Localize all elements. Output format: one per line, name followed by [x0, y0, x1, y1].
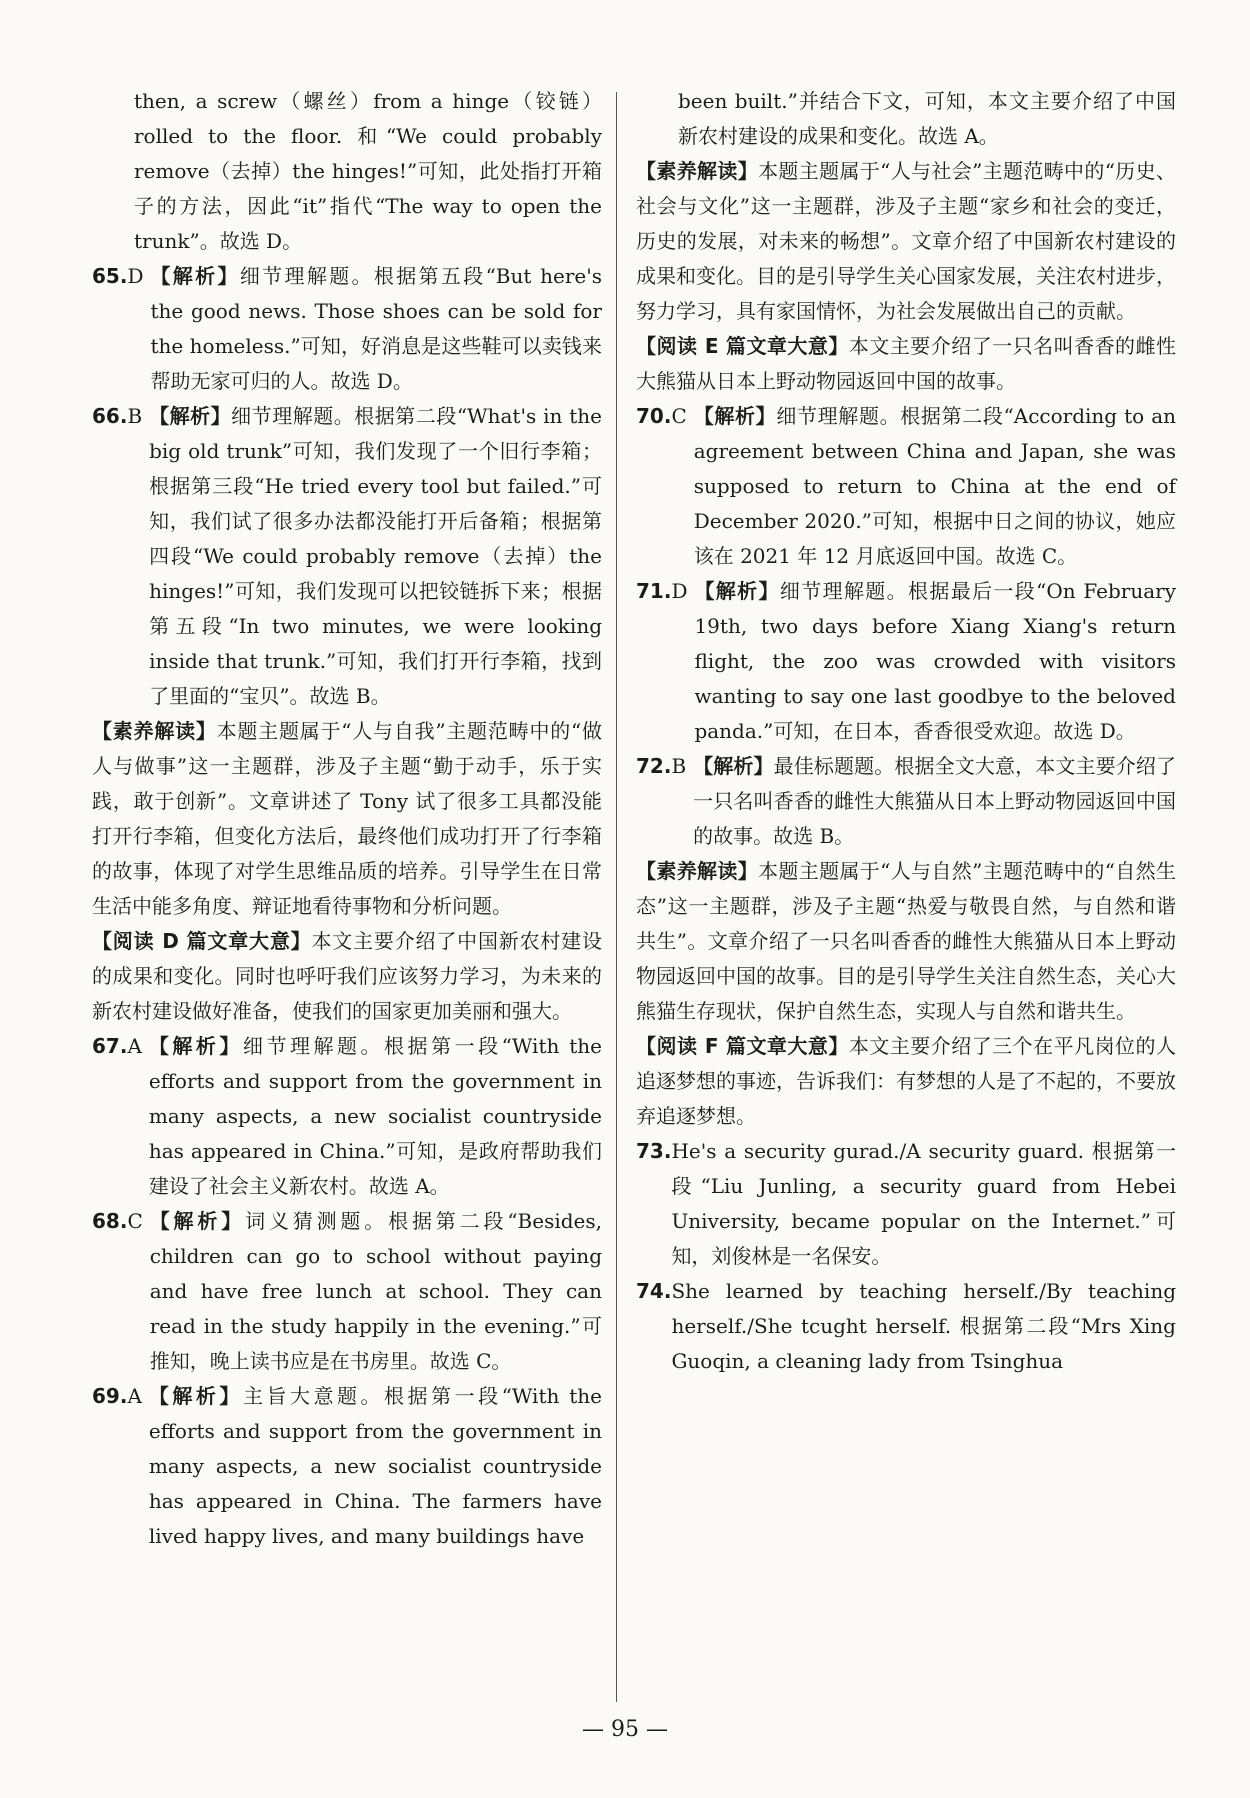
- right-column: [636, 84, 1176, 1379]
- answer-72: [636, 749, 1176, 854]
- answer-66: [92, 399, 602, 714]
- answer-text: 细节理解题。根据第二段“What's in the big old trunk”可知，我们发现了一个旧行李箱；根据第三段“He tried every tool but failed.”可知，我们试了很多办法都没能打开后备箱；根据第四段“We could probably remove（去掉）the hinges!”可知，我们发现可以把铰链拆下来；根据第五段“In two minutes, we were looking inside that trunk.”可知，我们打开行李箱，找到了里面的“宝贝”。故选 B。: [149, 404, 602, 708]
- literacy-text: 本题主题属于“人与社会”主题范畴中的“历史、社会与文化”这一主题群，涉及子主题“家乡和社会的变迁，历史的发展，对未来的畅想”。文章介绍了中国新农村建设的成果和变化。目的是引导学生关心国家发展，关注农村进步，努力学习，具有家国情怀，为社会发展做出自己的贡献。: [636, 159, 1176, 323]
- question-number: 71.: [636, 579, 672, 603]
- reading-d-text: 本文主要介绍了中国新农村建设的成果和变化。同时也呼吁我们应该努力学习，为未来的新农村建设做好准备，使我们的国家更加美丽和强大。: [92, 929, 602, 1023]
- answer-option: D: [671, 579, 688, 603]
- answer-68: [92, 1204, 602, 1379]
- answer-option: C: [671, 404, 687, 428]
- answer-option: C: [127, 1209, 143, 1233]
- answer-text: 主旨大意题。根据第一段“With the efforts and support from the government in many aspects, a new socialist countryside has appeared in China. The farmers have lived happy lives, and many buildings have: [148, 1384, 603, 1548]
- answer-67: [92, 1029, 602, 1204]
- analysis-tag: 【解析】: [149, 404, 232, 428]
- answer-71: [636, 574, 1176, 749]
- reading-e-summary: [636, 329, 1176, 399]
- analysis-tag: 【解析】: [693, 754, 774, 778]
- literacy-tag: 【素养解读】: [636, 159, 759, 183]
- analysis-tag: 【解析】: [694, 579, 780, 603]
- reading-d-tag: 【阅读 D 篇文章大意】: [92, 929, 312, 953]
- reading-e-text: 本文主要介绍了一只名叫香香的雌性大熊猫从日本上野动物园返回中国的故事。: [636, 334, 1177, 393]
- answer-text: 词义猜测题。根据第二段“Besides, children can go to school without paying and have free lunch at school. They can read in the study happily in the evening.”可推知，晚上读书应是在书房里。故选 C。: [149, 1209, 602, 1373]
- answer-69-continued: been built.”并结合下文，可知，本文主要介绍了中国新农村建设的成果和变化。故选 A。: [678, 89, 1176, 148]
- literacy-text: 本题主题属于“人与自然”主题范畴中的“自然生态”这一主题群，涉及子主题“热爱与敬畏自然，与自然和谐共生”。文章介绍了一只名叫香香的雌性大熊猫从日本上野动物园返回中国的故事。目的是引导学生关注自然生态，关心大熊猫生存现状，保护自然生态，实现人与自然和谐共生。: [636, 859, 1176, 1023]
- reading-f-tag: 【阅读 F 篇文章大意】: [636, 1034, 849, 1058]
- analysis-tag: 【解析】: [148, 1384, 243, 1408]
- answer-65: [92, 259, 602, 399]
- reading-d-summary: [92, 924, 602, 1029]
- answer-option: A: [127, 1034, 142, 1058]
- question-number: 68.: [92, 1209, 128, 1233]
- analysis-tag: 【解析】: [693, 404, 777, 428]
- question-number: 66.: [92, 404, 128, 428]
- answer-text: 细节理解题。根据第一段“With the efforts and support from the government in many aspects, a new socialist countryside has appeared in China.”可知，是政府帮助我们建设了社会主义新农村。故选 A。: [148, 1034, 603, 1198]
- answer-text: She learned by teaching herself./By teaching herself./She tcught herself. 根据第二段“Mrs Xing Guoqin, a cleaning lady from Tsinghua: [671, 1279, 1176, 1373]
- analysis-tag: 【解析】: [150, 264, 240, 288]
- answer-option: B: [127, 404, 143, 428]
- question-number: 70.: [636, 404, 672, 428]
- reading-e-tag: 【阅读 E 篇文章大意】: [636, 334, 849, 358]
- answer-69: [92, 1379, 602, 1554]
- answer-text: He's a security gurad./A security guard. 根据第一段“Liu Junling, a security guard from Hebei University, became popular on the Internet.”可知，刘俊林是一名保安。: [671, 1139, 1176, 1268]
- question-number: 72.: [636, 754, 672, 778]
- literacy-text: 本题主题属于“人与自我”主题范畴中的“做人与做事”这一主题群，涉及子主题“勤于动手，乐于实践，敢于创新”。文章讲述了 Tony 试了很多工具都没能打开行李箱，但变化方法后，最终他们成功打开了行李箱的故事，体现了对学生思维品质的培养。引导学生在日常生活中能多角度、辩证地看待事物和分析问题。: [92, 719, 602, 918]
- literacy-tag: 【素养解读】: [636, 859, 759, 883]
- literacy-paragraph-1: [92, 714, 602, 924]
- answer-text: 细节理解题。根据第二段“According to an agreement between China and Japan, she was supposed to return to China at the end of December 2020.”可知，根据中日之间的协议，她应该在 2021 年 12 月底返回中国。故选 C。: [693, 404, 1177, 568]
- literacy-paragraph-3: [636, 854, 1176, 1029]
- answer-option: B: [671, 754, 687, 778]
- left-column: [92, 84, 602, 1554]
- answer-text: 最佳标题题。根据全文大意，本文主要介绍了一只名叫香香的雌性大熊猫从日本上野动物园返回中国的故事。故选 B。: [693, 754, 1177, 848]
- answer-text: 细节理解题。根据第五段“But here's the good news. Those shoes can be sold for the homeless.”可知，好消息是这些鞋可以卖钱来帮助无家可归的人。故选 D。: [150, 264, 603, 393]
- answer-text: 细节理解题。根据最后一段“On February 19th, two days before Xiang Xiang's return flight, the zoo was crowded with visitors wanting to say one last goodbye to the beloved panda.”可知，在日本，香香很受欢迎。故选 D。: [694, 579, 1176, 743]
- answer-option: A: [127, 1384, 142, 1408]
- analysis-tag: 【解析】: [149, 1209, 246, 1233]
- column-divider: [616, 92, 617, 1702]
- answer-option: D: [127, 264, 144, 288]
- question-number: 65.: [92, 264, 128, 288]
- answer-74: 74. She learned by teaching herself./By teaching herself./She tcught herself. 根据第二段“Mrs Xing Guoqin, a cleaning lady from Tsinghua: [636, 1274, 1176, 1379]
- intro-paragraph: then, a screw（螺丝）from a hinge（铰链）rolled to the floor. 和“We could probably remove（去掉）the hinges!”可知，此处指打开箱子的方法，因此“it”指代“The way to open the trunk”。故选 D。: [134, 89, 602, 253]
- answer-70: [636, 399, 1176, 574]
- page-number: — 95 —: [582, 1717, 668, 1742]
- question-number: 67.: [92, 1034, 128, 1058]
- reading-f-summary: [636, 1029, 1176, 1134]
- analysis-tag: 【解析】: [148, 1034, 243, 1058]
- literacy-tag: 【素养解读】: [92, 719, 217, 743]
- literacy-paragraph-2: [636, 154, 1176, 329]
- answer-73: 73. He's a security gurad./A security guard. 根据第一段“Liu Junling, a security guard from Hebei University, became popular on the Internet.”可知，刘俊林是一名保安。: [636, 1134, 1176, 1274]
- reading-f-text: 本文主要介绍了三个在平凡岗位的人追逐梦想的事迹，告诉我们：有梦想的人是了不起的，不要放弃追逐梦想。: [636, 1034, 1177, 1128]
- question-number: 69.: [92, 1384, 128, 1408]
